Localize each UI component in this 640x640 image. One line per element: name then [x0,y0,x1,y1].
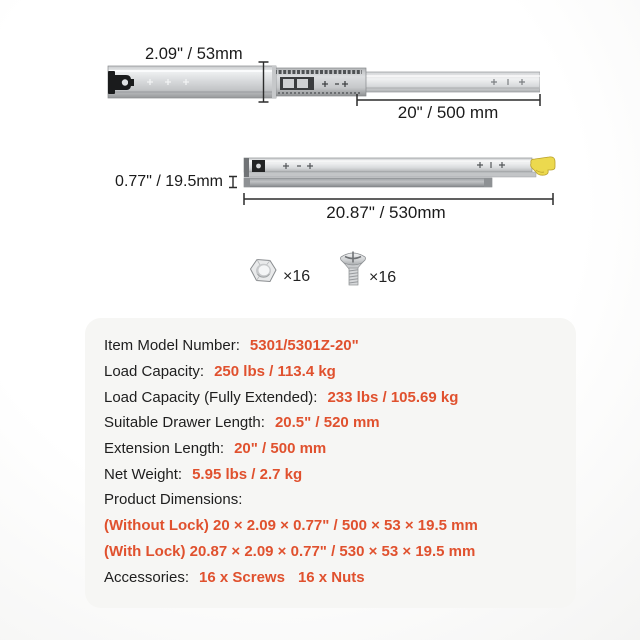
height-dimension-indicator [227,175,239,189]
spec-value: (With Lock) 20.87 × 2.09 × 0.77" / 530 × 53 × 19.5 mm [104,542,476,560]
nut-count-label: ×16 [283,268,311,285]
spec-value: 5301/5301Z-20" [249,337,359,355]
spec-value: 233 lbs / 105.69 kg [327,388,459,406]
spec-value: 16 x Screws [199,568,285,586]
bottom-slide-length-label: 20.87" / 530mm [326,203,446,222]
hex-nut-icon [249,256,277,286]
spec-label: Accessories: [104,568,190,586]
spec-value: 5.95 lbs / 2.7 kg [192,465,303,483]
top-slide-length-label: 20" / 500 mm [397,103,499,122]
spec-row-item-model-number [104,333,562,359]
spec-row-load-capacity [104,359,562,385]
screw-icon [338,248,368,288]
spec-label: Extension Length: [104,440,225,458]
drawer-slide-bottom-illustration [240,154,558,190]
spec-label: Load Capacity (Fully Extended): [104,388,318,406]
spec-row-load-capacity-extended [104,384,562,410]
spec-value: 20.5" / 520 mm [274,414,380,432]
spec-value: 20" / 500 mm [234,440,327,458]
spec-label: Item Model Number: [104,337,240,355]
spec-value: (Without Lock) 20 × 2.09 × 0.77" / 500 × 53 × 19.5 mm [104,517,478,535]
spec-row-extension-length [104,436,562,462]
spec-value-secondary: 16 x Nuts [297,568,365,586]
spec-row-dimensions-without-lock [104,513,562,539]
spec-label: Product Dimensions: [104,491,243,509]
top-slide-width-label: 2.09" / 53mm [145,45,243,63]
spec-row-net-weight [104,461,562,487]
spec-row-suitable-drawer-length [104,410,562,436]
spec-row-product-dimensions [104,487,562,513]
spec-row-accessories [104,564,562,590]
spec-row-dimensions-with-lock [104,539,562,565]
spec-label: Suitable Drawer Length: [104,414,265,432]
spec-card [85,318,576,608]
spec-label: Load Capacity: [104,363,205,381]
screw-count-label: ×16 [369,269,397,286]
spec-value: 250 lbs / 113.4 kg [214,363,336,381]
width-dimension-bracket [257,61,270,103]
spec-label: Net Weight: [104,465,183,483]
bottom-slide-height-label: 0.77" / 19.5mm [115,173,223,190]
